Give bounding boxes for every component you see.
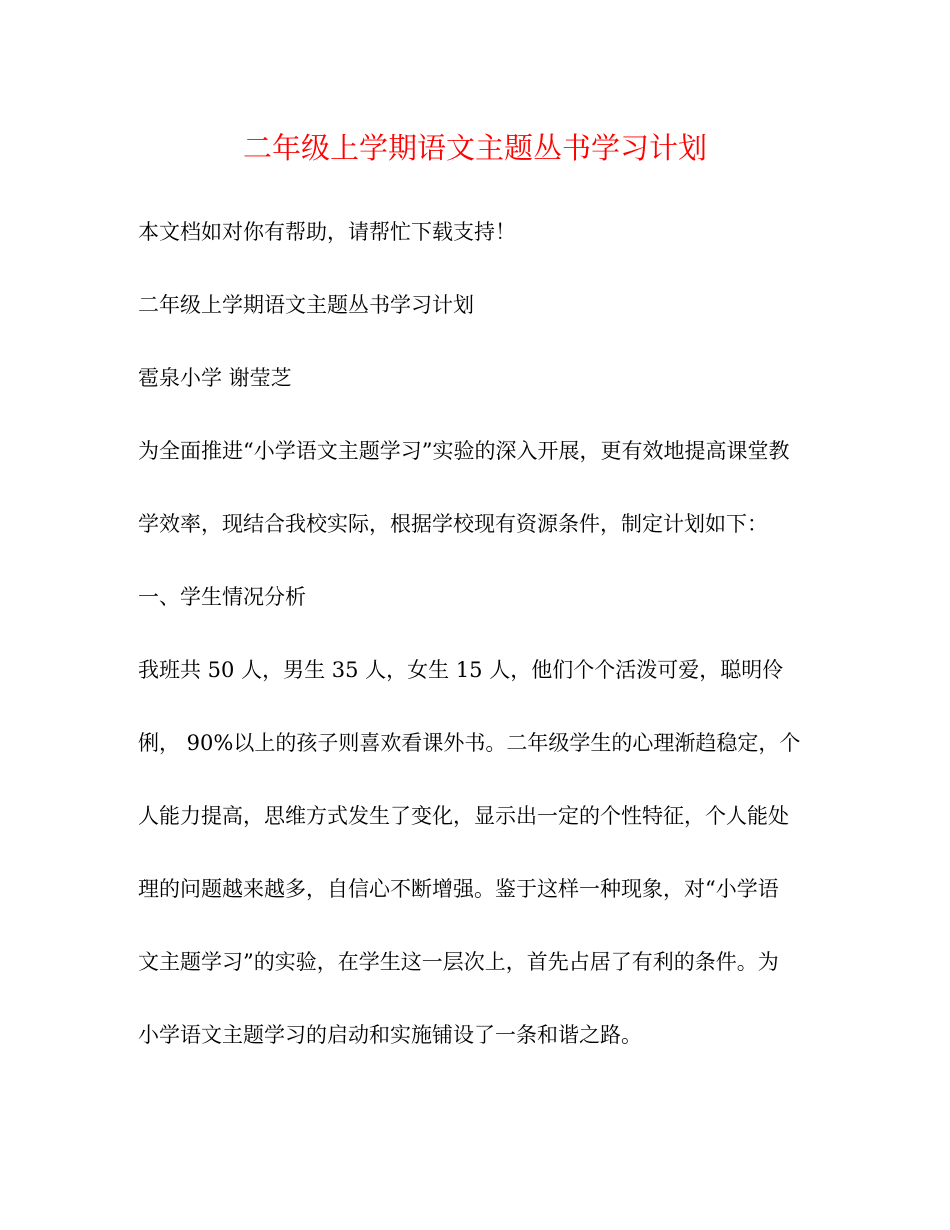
paragraph-line: 文主题学习”的实验，在学生这一层次上，首先占居了有利的条件。为 — [138, 950, 779, 974]
paragraph-line: 俐， 90%以上的孩子则喜欢看课外书。二年级学生的心理渐趋稳定，个 — [138, 731, 801, 755]
paragraph-line: 为全面推进“小学语文主题学习”实验的深入开展，更有效地提高课堂教 — [138, 439, 790, 463]
paragraph-line: 学效率，现结合我校实际，根据学校现有资源条件，制定计划如下： — [138, 512, 768, 536]
section-heading: 一、学生情况分析 — [138, 585, 306, 609]
paragraph-line: 我班共 50 人，男生 35 人，女生 15 人，他们个个活泼可爱，聪明伶 — [138, 658, 784, 682]
plan-heading: 二年级上学期语文主题丛书学习计划 — [138, 293, 474, 317]
author-line: 雹泉小学 谢莹芝 — [138, 366, 292, 390]
paragraph-line: 理的问题越来越多，自信心不断增强。鉴于这样一种现象，对“小学语 — [138, 877, 779, 901]
paragraph-line: 人能力提高，思维方式发生了变化，显示出一定的个性特征，个人能处 — [138, 804, 789, 828]
document-title: 二年级上学期语文主题丛书学习计划 — [242, 131, 707, 165]
support-note: 本文档如对你有帮助，请帮忙下载支持！ — [138, 220, 516, 244]
paragraph-line: 小学语文主题学习的启动和实施铺设了一条和谐之路。 — [138, 1023, 642, 1047]
